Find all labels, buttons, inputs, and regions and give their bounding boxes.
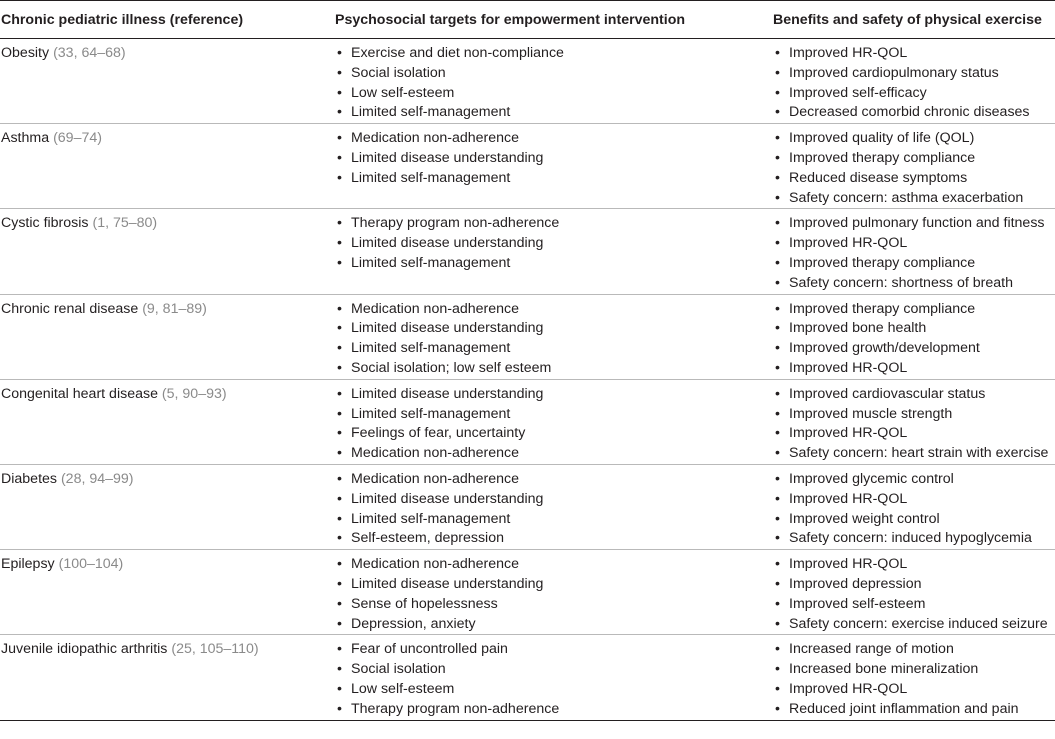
target-item-text: Medication non-adherence bbox=[351, 556, 519, 573]
benefits-cell bbox=[772, 39, 1055, 124]
bullet-icon: • bbox=[775, 425, 780, 442]
benefit-item bbox=[773, 254, 1055, 274]
benefit-item bbox=[773, 424, 1055, 444]
benefits-list bbox=[773, 300, 1055, 379]
benefit-item-text: Improved quality of life (QOL) bbox=[789, 130, 975, 147]
bullet-icon: • bbox=[337, 700, 342, 717]
illness-cell bbox=[0, 379, 335, 464]
illness-name: Juvenile idiopathic arthritis bbox=[1, 641, 168, 658]
bullet-icon: • bbox=[337, 45, 342, 61]
target-item-text: Low self-esteem bbox=[351, 84, 455, 101]
benefits-cell bbox=[772, 124, 1055, 209]
benefit-item bbox=[773, 444, 1055, 464]
benefit-item bbox=[773, 490, 1055, 510]
bullet-icon: • bbox=[775, 661, 780, 678]
bullet-icon: • bbox=[775, 470, 780, 487]
target-item-text: Sense of hopelessness bbox=[351, 595, 498, 612]
benefit-item-text: Improved HR-QOL bbox=[789, 490, 908, 507]
illness-cell bbox=[0, 464, 335, 549]
benefit-item-text: Improved muscle strength bbox=[789, 405, 953, 422]
table-row bbox=[0, 39, 1055, 124]
target-item-text: Limited self-management bbox=[351, 104, 511, 121]
benefit-item bbox=[773, 339, 1055, 359]
target-item bbox=[335, 595, 772, 615]
benefit-item-text: Improved HR-QOL bbox=[789, 235, 908, 252]
benefits-cell bbox=[772, 209, 1055, 294]
benefit-item-text: Improved therapy compliance bbox=[789, 300, 976, 317]
illness-cell bbox=[0, 635, 335, 720]
bullet-icon: • bbox=[775, 130, 780, 147]
illness-name: Asthma bbox=[1, 130, 50, 147]
bullet-icon: • bbox=[337, 680, 342, 697]
reference-link[interactable]: (25, 105–110) bbox=[171, 641, 259, 658]
target-item-text: Limited self-management bbox=[351, 510, 511, 527]
bullet-icon: • bbox=[337, 510, 342, 527]
benefit-item-text: Improved weight control bbox=[789, 510, 940, 527]
benefit-item bbox=[773, 129, 1055, 149]
bullet-icon: • bbox=[337, 169, 342, 186]
targets-list bbox=[335, 385, 772, 464]
benefit-item bbox=[773, 103, 1055, 123]
bullet-icon: • bbox=[337, 84, 342, 101]
benefits-cell bbox=[772, 464, 1055, 549]
bullet-icon: • bbox=[337, 556, 342, 573]
target-item bbox=[335, 149, 772, 169]
illness-name: Congenital heart disease bbox=[1, 385, 158, 402]
benefit-item-text: Decreased comorbid chronic diseases bbox=[789, 104, 1030, 121]
target-item-text: Social isolation bbox=[351, 661, 446, 678]
reference-link[interactable]: (69–74) bbox=[53, 130, 102, 147]
bullet-icon: • bbox=[775, 64, 780, 81]
bullet-icon: • bbox=[775, 405, 780, 422]
bullet-icon: • bbox=[775, 510, 780, 527]
bullet-icon: • bbox=[775, 104, 780, 121]
benefit-item bbox=[773, 385, 1055, 405]
benefit-item-text: Improved depression bbox=[789, 575, 922, 592]
benefit-item-text: Improved HR-QOL bbox=[789, 425, 908, 442]
bullet-icon: • bbox=[775, 641, 780, 658]
illness-cell bbox=[0, 209, 335, 294]
bullet-icon: • bbox=[337, 254, 342, 271]
bullet-icon: • bbox=[337, 385, 342, 402]
target-item-text: Fear of uncontrolled pain bbox=[351, 641, 508, 658]
benefit-item-text: Increased range of motion bbox=[789, 641, 954, 658]
bullet-icon: • bbox=[775, 235, 780, 252]
benefits-cell bbox=[772, 379, 1055, 464]
bullet-icon: • bbox=[337, 320, 342, 337]
targets-list bbox=[335, 44, 772, 123]
bullet-icon: • bbox=[775, 300, 780, 317]
target-item-text: Social isolation bbox=[351, 64, 446, 81]
targets-list bbox=[335, 470, 772, 549]
benefits-list bbox=[773, 640, 1055, 719]
illness-name: Obesity bbox=[1, 45, 50, 61]
benefit-item bbox=[773, 575, 1055, 595]
table-row bbox=[0, 379, 1055, 464]
table-row bbox=[0, 209, 1055, 294]
target-item-text: Limited disease understanding bbox=[351, 320, 544, 337]
target-item bbox=[335, 615, 772, 635]
benefit-item bbox=[773, 405, 1055, 425]
target-item bbox=[335, 339, 772, 359]
illness-cell bbox=[0, 550, 335, 635]
target-item bbox=[335, 129, 772, 149]
benefit-item bbox=[773, 84, 1055, 104]
target-item-text: Limited disease understanding bbox=[351, 385, 544, 402]
target-item bbox=[335, 490, 772, 510]
benefits-cell bbox=[772, 294, 1055, 379]
target-item-text: Medication non-adherence bbox=[351, 470, 519, 487]
benefit-item-text: Increased bone mineralization bbox=[789, 661, 979, 678]
bullet-icon: • bbox=[775, 340, 780, 357]
benefit-item-text: Improved therapy compliance bbox=[789, 149, 976, 166]
benefit-item-text: Safety concern: exercise induced seizure bbox=[789, 615, 1048, 632]
bullet-icon: • bbox=[337, 445, 342, 462]
reference-link[interactable]: (1, 75–80) bbox=[92, 215, 158, 232]
benefit-item-text: Reduced joint inflammation and pain bbox=[789, 700, 1019, 717]
target-item bbox=[335, 385, 772, 405]
benefit-item bbox=[773, 274, 1055, 294]
targets-cell bbox=[335, 209, 772, 294]
bullet-icon: • bbox=[337, 490, 342, 507]
bullet-icon: • bbox=[337, 425, 342, 442]
target-item bbox=[335, 444, 772, 464]
targets-list bbox=[335, 214, 772, 273]
target-item bbox=[335, 405, 772, 425]
bullet-icon: • bbox=[775, 45, 780, 61]
benefit-item bbox=[773, 64, 1055, 84]
target-item-text: Limited disease understanding bbox=[351, 235, 544, 252]
benefit-item bbox=[773, 680, 1055, 700]
bullet-icon: • bbox=[775, 615, 780, 632]
target-item bbox=[335, 510, 772, 530]
bullet-icon: • bbox=[337, 215, 342, 232]
benefit-item bbox=[773, 300, 1055, 320]
benefit-item bbox=[773, 234, 1055, 254]
target-item-text: Limited self-management bbox=[351, 169, 511, 186]
bullet-icon: • bbox=[775, 189, 780, 206]
benefit-item-text: Improved glycemic control bbox=[789, 470, 954, 487]
bullet-icon: • bbox=[775, 700, 780, 717]
bullet-icon: • bbox=[775, 274, 780, 291]
bullet-icon: • bbox=[775, 215, 780, 232]
bullet-icon: • bbox=[337, 64, 342, 81]
target-item-text: Therapy program non-adherence bbox=[351, 700, 560, 717]
benefits-list bbox=[773, 214, 1055, 293]
benefit-item bbox=[773, 470, 1055, 490]
benefits-list bbox=[773, 555, 1055, 634]
benefit-item-text: Improved cardiovascular status bbox=[789, 385, 986, 402]
target-item bbox=[335, 640, 772, 660]
benefit-item bbox=[773, 510, 1055, 530]
target-item bbox=[335, 319, 772, 339]
bullet-icon: • bbox=[337, 530, 342, 547]
target-item bbox=[335, 700, 772, 720]
targets-cell bbox=[335, 635, 772, 720]
target-item-text: Self-esteem, depression bbox=[351, 530, 504, 547]
target-item bbox=[335, 529, 772, 549]
reference-link[interactable]: (28, 94–99) bbox=[60, 470, 134, 487]
target-item-text: Limited self-management bbox=[351, 254, 511, 271]
target-item bbox=[335, 103, 772, 123]
bullet-icon: • bbox=[337, 359, 342, 376]
benefit-item bbox=[773, 595, 1055, 615]
target-item bbox=[335, 555, 772, 575]
illness-cell bbox=[0, 294, 335, 379]
benefit-item-text: Safety concern: induced hypoglycemia bbox=[789, 530, 1032, 547]
header-targets: Psychosocial targets for empowerment intervention bbox=[335, 1, 772, 39]
targets-cell bbox=[335, 379, 772, 464]
target-item-text: Limited self-management bbox=[351, 340, 511, 357]
targets-cell bbox=[335, 550, 772, 635]
target-item bbox=[335, 254, 772, 274]
target-item-text: Therapy program non-adherence bbox=[351, 215, 560, 232]
benefit-item-text: Improved HR-QOL bbox=[789, 45, 908, 61]
targets-cell bbox=[335, 464, 772, 549]
target-item-text: Limited disease understanding bbox=[351, 490, 544, 507]
bullet-icon: • bbox=[337, 470, 342, 487]
illness-cell bbox=[0, 39, 335, 124]
target-item-text: Medication non-adherence bbox=[351, 445, 519, 462]
table-header bbox=[0, 1, 1055, 39]
benefits-list bbox=[773, 385, 1055, 464]
benefit-item-text: Safety concern: asthma exacerbation bbox=[789, 189, 1024, 206]
targets-list bbox=[335, 129, 772, 188]
benefit-item-text: Safety concern: shortness of breath bbox=[789, 274, 1013, 291]
bullet-icon: • bbox=[775, 385, 780, 402]
illness-name: Chronic renal disease bbox=[1, 300, 139, 317]
target-item bbox=[335, 575, 772, 595]
benefit-item bbox=[773, 189, 1055, 209]
target-item-text: Exercise and diet non-compliance bbox=[351, 45, 564, 61]
header-row bbox=[0, 1, 1055, 39]
target-item bbox=[335, 214, 772, 234]
target-item-text: Limited disease understanding bbox=[351, 575, 544, 592]
benefit-item-text: Safety concern: heart strain with exercise bbox=[789, 445, 1049, 462]
illness-name: Diabetes bbox=[1, 470, 57, 487]
header-illness: Chronic pediatric illness (reference) bbox=[0, 1, 335, 39]
target-item bbox=[335, 44, 772, 64]
target-item bbox=[335, 84, 772, 104]
table-row bbox=[0, 550, 1055, 635]
illness-cell bbox=[0, 124, 335, 209]
target-item bbox=[335, 234, 772, 254]
bullet-icon: • bbox=[775, 169, 780, 186]
benefit-item bbox=[773, 214, 1055, 234]
table-body bbox=[0, 39, 1055, 721]
benefits-cell bbox=[772, 550, 1055, 635]
benefit-item-text: Improved HR-QOL bbox=[789, 359, 908, 376]
bullet-icon: • bbox=[775, 595, 780, 612]
reference-link[interactable]: (100–104) bbox=[58, 556, 124, 573]
target-item-text: Limited self-management bbox=[351, 405, 511, 422]
target-item-text: Medication non-adherence bbox=[351, 300, 519, 317]
benefit-item-text: Improved cardiopulmonary status bbox=[789, 64, 999, 81]
illness-name: Epilepsy bbox=[1, 556, 55, 573]
benefit-item-text: Improved pulmonary function and fitness bbox=[789, 215, 1045, 232]
bullet-icon: • bbox=[337, 104, 342, 121]
target-item-text: Social isolation; low self esteem bbox=[351, 359, 552, 376]
targets-cell bbox=[335, 39, 772, 124]
bullet-icon: • bbox=[775, 530, 780, 547]
bullet-icon: • bbox=[337, 575, 342, 592]
benefit-item bbox=[773, 149, 1055, 169]
benefit-item bbox=[773, 319, 1055, 339]
table-row bbox=[0, 635, 1055, 720]
benefits-list bbox=[773, 470, 1055, 549]
bullet-icon: • bbox=[775, 680, 780, 697]
bullet-icon: • bbox=[775, 490, 780, 507]
benefit-item-text: Improved therapy compliance bbox=[789, 254, 976, 271]
target-item-text: Low self-esteem bbox=[351, 680, 455, 697]
benefit-item bbox=[773, 44, 1055, 64]
target-item bbox=[335, 660, 772, 680]
table-row bbox=[0, 464, 1055, 549]
benefit-item bbox=[773, 640, 1055, 660]
bullet-icon: • bbox=[337, 235, 342, 252]
benefit-item-text: Improved growth/development bbox=[789, 340, 980, 357]
targets-list bbox=[335, 555, 772, 634]
benefit-item-text: Reduced disease symptoms bbox=[789, 169, 968, 186]
benefits-list bbox=[773, 44, 1055, 123]
benefits-cell bbox=[772, 635, 1055, 720]
targets-cell bbox=[335, 124, 772, 209]
bullet-icon: • bbox=[775, 359, 780, 376]
header-benefits: Benefits and safety of physical exercise bbox=[772, 1, 1055, 39]
target-item bbox=[335, 680, 772, 700]
benefit-item bbox=[773, 529, 1055, 549]
bullet-icon: • bbox=[775, 84, 780, 101]
benefits-list bbox=[773, 129, 1055, 208]
illness-name: Cystic fibrosis bbox=[1, 215, 89, 232]
reference-link[interactable]: (5, 90–93) bbox=[161, 385, 227, 402]
bullet-icon: • bbox=[775, 320, 780, 337]
target-item-text: Medication non-adherence bbox=[351, 130, 519, 147]
benefit-item bbox=[773, 169, 1055, 189]
bullet-icon: • bbox=[337, 340, 342, 357]
reference-link[interactable]: (9, 81–89) bbox=[142, 300, 207, 317]
benefit-item bbox=[773, 359, 1055, 379]
target-item-text: Depression, anxiety bbox=[351, 615, 476, 632]
bullet-icon: • bbox=[337, 405, 342, 422]
target-item bbox=[335, 424, 772, 444]
bullet-icon: • bbox=[337, 641, 342, 658]
targets-list bbox=[335, 640, 772, 719]
bullet-icon: • bbox=[775, 445, 780, 462]
bullet-icon: • bbox=[775, 556, 780, 573]
reference-link[interactable]: (33, 64–68) bbox=[53, 45, 126, 61]
benefit-item bbox=[773, 555, 1055, 575]
bullet-icon: • bbox=[337, 130, 342, 147]
benefit-item-text: Improved HR-QOL bbox=[789, 556, 908, 573]
benefit-item-text: Improved self-esteem bbox=[789, 595, 926, 612]
target-item bbox=[335, 470, 772, 490]
benefit-item bbox=[773, 700, 1055, 720]
table-row bbox=[0, 294, 1055, 379]
bullet-icon: • bbox=[337, 149, 342, 166]
bullet-icon: • bbox=[337, 300, 342, 317]
benefit-item bbox=[773, 615, 1055, 635]
target-item bbox=[335, 300, 772, 320]
benefit-item-text: Improved self-efficacy bbox=[789, 84, 927, 101]
benefit-item bbox=[773, 660, 1055, 680]
benefit-item-text: Improved HR-QOL bbox=[789, 680, 908, 697]
target-item-text: Limited disease understanding bbox=[351, 149, 544, 166]
table-row bbox=[0, 124, 1055, 209]
targets-cell bbox=[335, 294, 772, 379]
target-item-text: Feelings of fear, uncertainty bbox=[351, 425, 526, 442]
target-item bbox=[335, 64, 772, 84]
target-item bbox=[335, 359, 772, 379]
targets-list bbox=[335, 300, 772, 379]
bullet-icon: • bbox=[775, 575, 780, 592]
target-item bbox=[335, 169, 772, 189]
bullet-icon: • bbox=[337, 661, 342, 678]
bullet-icon: • bbox=[775, 254, 780, 271]
bullet-icon: • bbox=[337, 595, 342, 612]
benefit-item-text: Improved bone health bbox=[789, 320, 927, 337]
bullet-icon: • bbox=[337, 615, 342, 632]
bullet-icon: • bbox=[775, 149, 780, 166]
